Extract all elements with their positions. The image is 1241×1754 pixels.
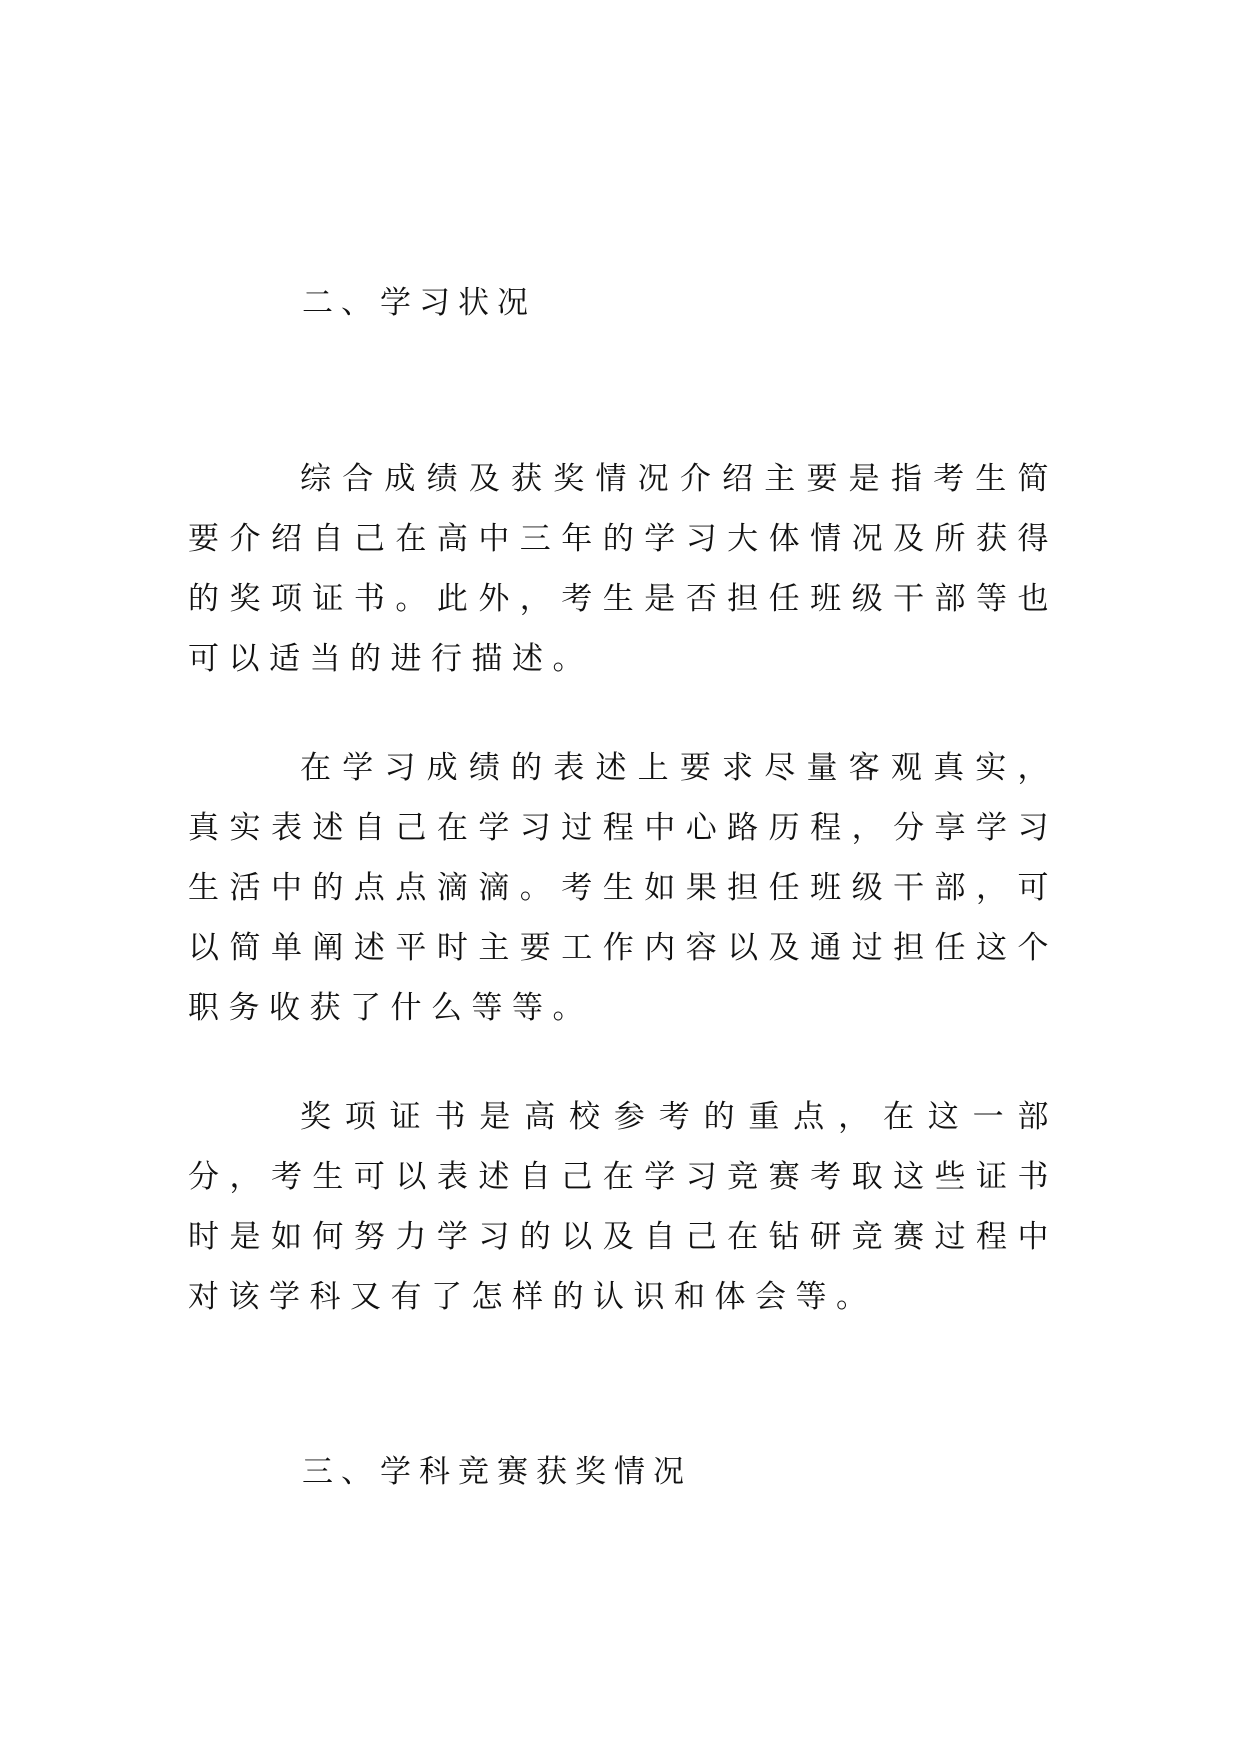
paragraph-academic-performance: 在学习成绩的表述上要求尽量客观真实，真实表述自己在学习过程中心路历程，分享学习生活中的点点滴滴。考生如果担任班级干部，可以简单阐述平时主要工作内容以及通过担任这个职务收获了什么等等。 (188, 750, 1058, 1026)
paragraph-overall-grades: 综合成绩及获奖情况介绍主要是指考生简要介绍自己在高中三年的学习大体情况及所获得的奖项证书。此外，考生是否担任班级干部等也可以适当的进行描述。 (188, 461, 1058, 677)
paragraph-award-certificates: 奖项证书是高校参考的重点，在这一部分，考生可以表述自己在学习竞赛考取这些证书时是如何努力学习的以及自己在钻研竞赛过程中对该学科又有了怎样的认识和体会等。 (188, 1099, 1058, 1315)
section-heading-competition-awards: 三、学科竞赛获奖情况 (302, 1454, 692, 1490)
section-heading-study-status: 二、学习状况 (302, 285, 536, 321)
